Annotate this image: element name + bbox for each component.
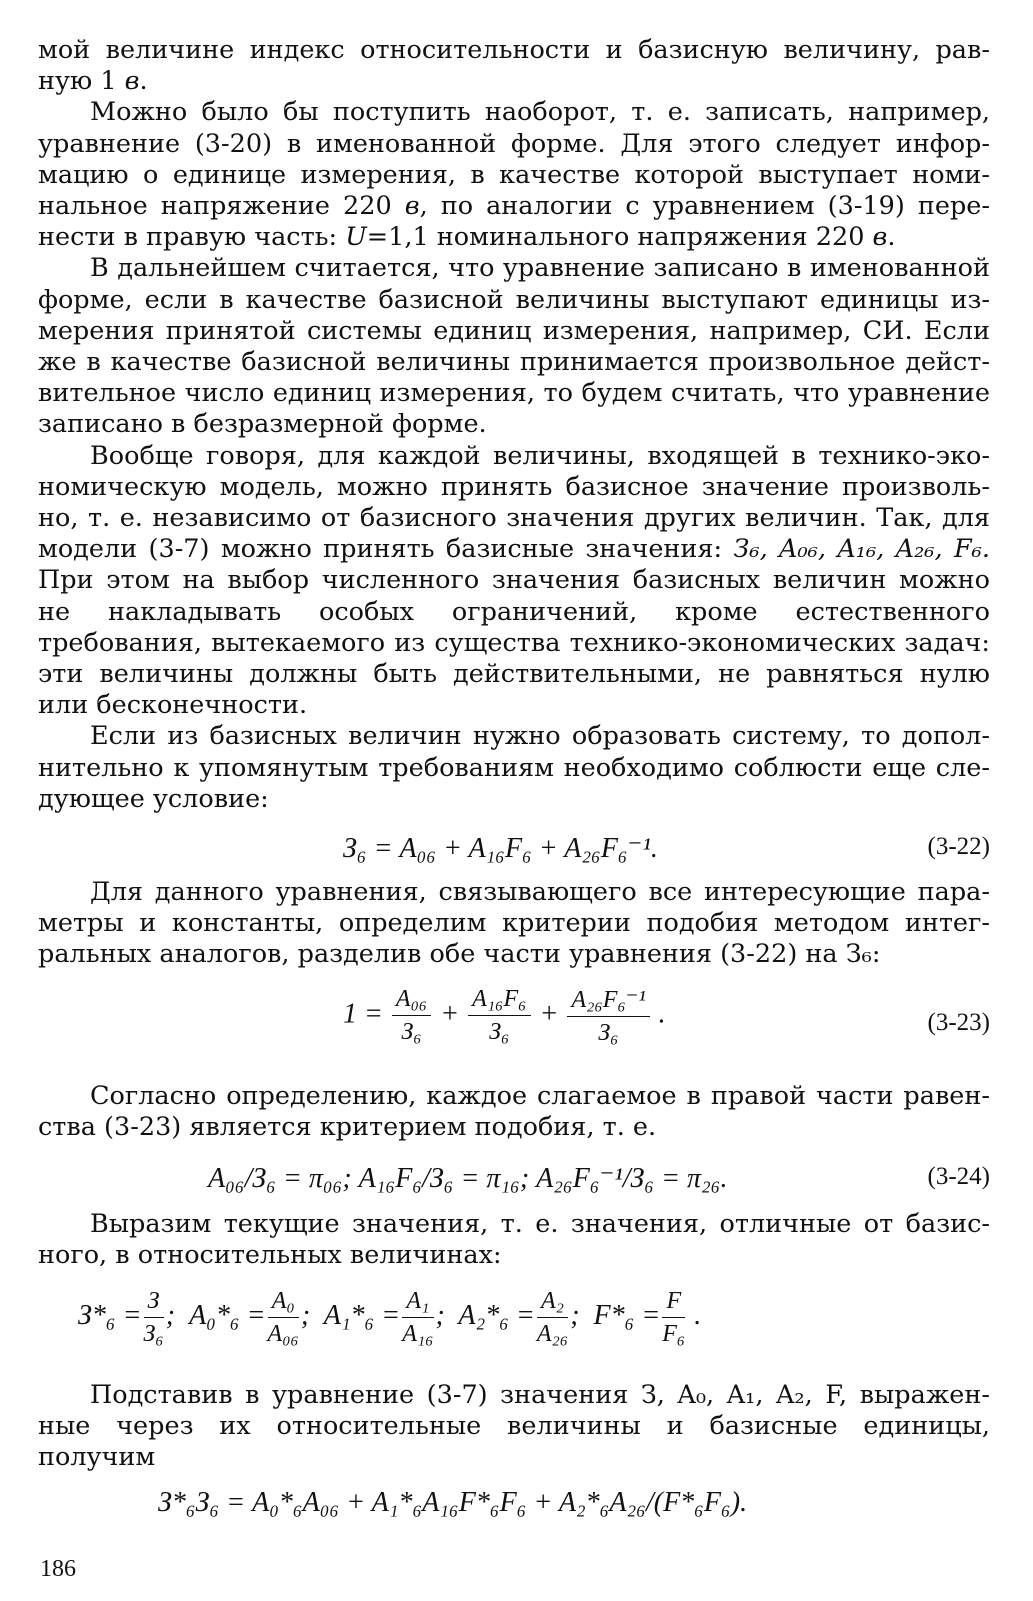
- paragraph-2: В дальнейшем считается, что уравнение записано в именованной форме, если в качестве базисной величины выступают единицы из-мерения принятой системы единиц измерения, например, СИ. Если же в качестве базисной величины принимается произвольное дейст-вительное число единиц измерения, то будем считать, что уравнение записано в безразмерной форме.: [38, 253, 990, 440]
- paragraph-3: Вообще говоря, для каждой величины, входящей в технико-эко-номическую модель, можно принять базисное значение произволь-но, т. е. независимо от базисного значения других величин. Так, для модели (3-7) можно принять базисные значения: З₆, A₀₆, A₁₆, A₂₆, F₆. При этом на выбор численного значения базисных величин можно не накладывать особых ограничений, кроме естественного требования, вытекаемого из существа технико-экономических задач: эти величины должны быть действительными, не равняться нулю или бесконечности.: [38, 440, 990, 721]
- paragraph-1: Можно было бы поступить наоборот, т. е. записать, например, уравнение (3-20) в именованной форме. Для этого следует инфор-мацию о единице измерения, в качестве которой выступает номи-нальное напряжение 220 в, по аналогии с уравнением (3-19) пере-нести в правую часть: U=1,1 номинального напряжения 220 в.: [38, 97, 990, 253]
- rel-3: A₂*₆ = $\frac{\text{A₂}}{\text{A₂₆}}$ ;: [458, 1287, 580, 1347]
- equation-3-24: A₀₆/З₆ = π₀₆; A₁₆F₆/З₆ = π₁₆; A₂₆F₆⁻¹/З₆ = π₂₆. (3-24): [208, 1163, 990, 1195]
- rel-4: F*₆ = $\frac{F}{\text{F₆}}$ .: [593, 1287, 702, 1347]
- paragraph-0: мой величине индекс относительности и базисную величину, рав-ную 1 в.: [38, 35, 990, 97]
- paragraph-5: Для данного уравнения, связывающего все интересующие пара-метры и константы, определим критерии подобия методом интег-ральных аналогов, разделив обе части уравнения (3-22) на З₆:: [38, 877, 990, 970]
- paragraph-4: Если из базисных величин нужно образовать систему, то допол-нительно к упомянутым требованиям необходимо соблюсти еще сле-дующее условие:: [38, 721, 990, 814]
- rel-0: З*₆ = $\frac{З}{\text{З₆}}$ ;: [78, 1287, 176, 1347]
- equation-3-22: З₆ = A₀₆ + A₁₆F₆ + A₂₆F₆⁻¹. (3-22): [343, 833, 990, 865]
- equation-final: З*₆З₆ = A₀*₆A₀₆ + A₁*₆A₁₆F*₆F₆ + A₂*₆A₂₆/(F*₆F₆).: [158, 1487, 748, 1519]
- paragraph-8: Подставив в уравнение (3-7) значения З, A₀, A₁, A₂, F, выражен-ные через их относительные величины и базисные единицы, получим: [38, 1379, 990, 1472]
- relative-values-row: [38, 1272, 990, 1380]
- equation-3-23: 1 = $\frac{\text{A₀₆}}{\text{З₆}}$ + $\frac{\text{A₁₆F₆}}{\text{З₆}}$ + $\frac{\text{A₂₆F₆⁻¹}}{\text{З₆}}$ . (3-23): [343, 985, 990, 1046]
- page-body: [38, 35, 990, 1533]
- paragraph-6: Согласно определению, каждое слагаемое в правой части равен-ства (3-23) является критерием подобия, т. е.: [38, 1080, 990, 1142]
- page-number: 186: [40, 1556, 76, 1582]
- rel-2: A₁*₆ = $\frac{\text{A₁}}{\text{A₁₆}}$ ;: [323, 1287, 445, 1347]
- paragraph-7: Выразим текущие значения, т. е. значения, отличные от базис-ного, в относительных величинах:: [38, 1209, 990, 1271]
- rel-1: A₀*₆ = $\frac{\text{A₀}}{\text{A₀₆}}$ ;: [189, 1287, 311, 1347]
